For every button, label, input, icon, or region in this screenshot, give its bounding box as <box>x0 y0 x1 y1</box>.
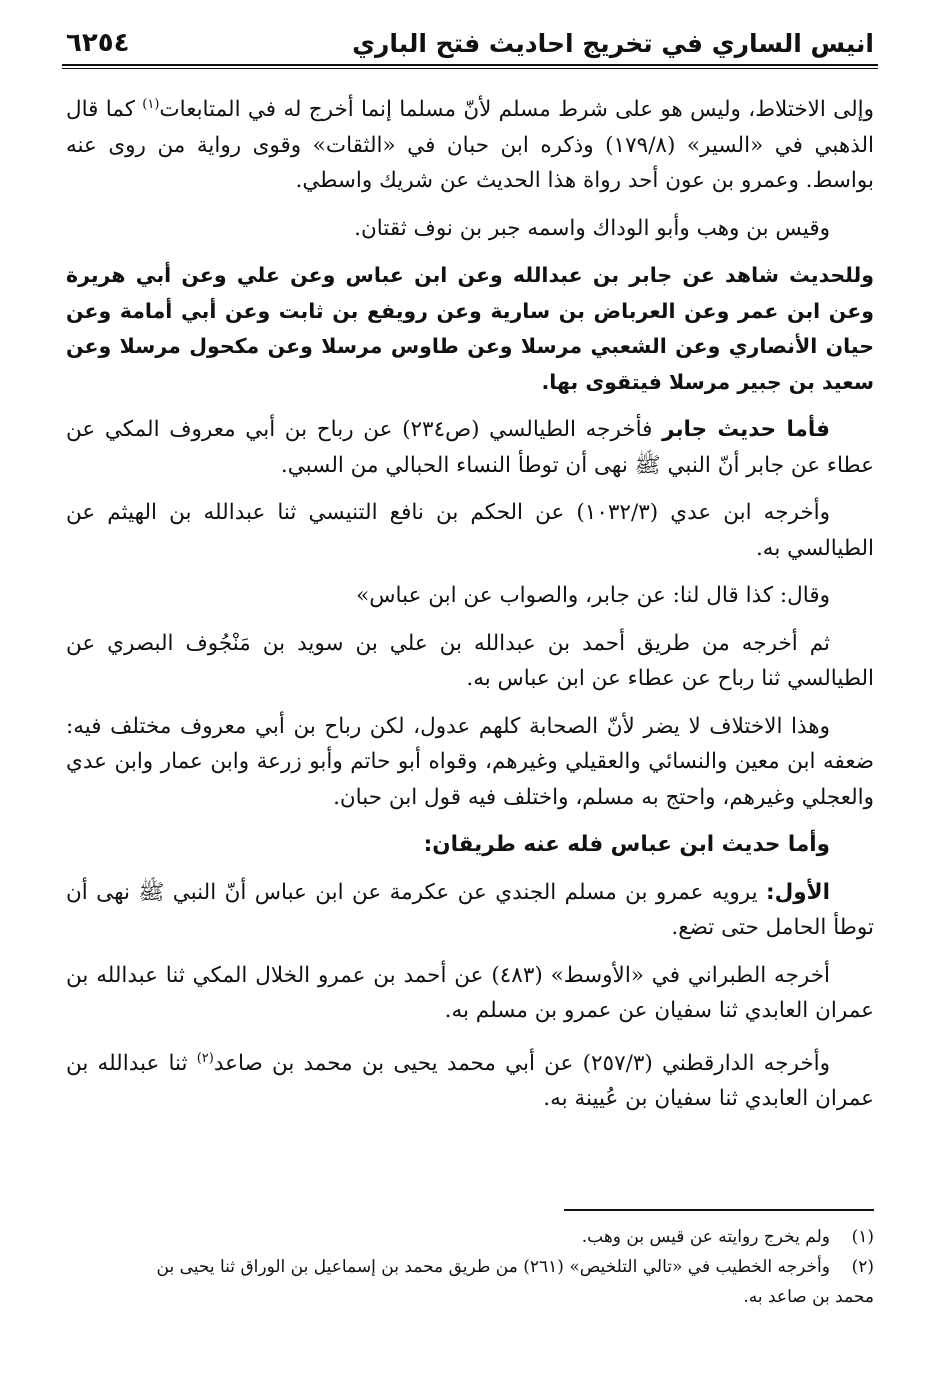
main-text <box>66 87 874 1117</box>
paragraph-11: أخرجه الطبراني في «الأوسط» (٤٨٣) عن أحمد بن عمرو الخلال المكي ثنا عبدالله بن عمران العابدي ثنا سفيان عن عمرو بن مسلم به. <box>66 962 874 1024</box>
paragraph-5: وأخرجه ابن عدي (١٠٣٢/٣) عن الحكم بن نافع التنيسي ثنا عبدالله بن الهيثم عن الطيالسي به. <box>66 500 874 561</box>
paragraph-4-heading: فأما حديث جابر <box>662 417 830 443</box>
paragraph-1-text: وإلى الاختلاط، وليس هو على شرط مسلم لأنّ مسلما إنما أخرج له في المتابعات <box>159 97 874 123</box>
paragraph-12-text: وأخرجه الدارقطني (٢٥٧/٣) عن أبي محمد يحيى بن محمد بن صاعد <box>213 1050 830 1076</box>
footnote-2-text: وأخرجه الخطيب في «تالي التلخيص» (٢٦١) من طريق محمد بن إسماعيل بن الوراق ثنا يحيى بن <box>156 1257 830 1277</box>
header-rule <box>62 68 878 69</box>
paragraph-6: وقال: كذا قال لنا: عن جابر، والصواب عن ابن عباس» <box>356 583 830 609</box>
paragraph-4 <box>66 412 874 483</box>
footnote-1-text: ولم يخرج روايته عن قيس بن وهب. <box>581 1227 830 1247</box>
footnotes <box>66 1222 874 1312</box>
footnote-separator <box>564 1209 874 1211</box>
paragraph-1-text-cont: كما قال الذهبي في «السير» (١٧٩/٨) وذكره ابن حبان في «الثقات» وقوى رواية من روى عنه بواسط. وعمرو بن عون أحد رواة هذا الحديث عن شريك واسطي. <box>66 97 874 194</box>
running-header <box>62 28 878 66</box>
footnote-ref-1: (١) <box>142 97 160 112</box>
paragraph-2: وقيس بن وهب وأبو الوداك واسمه جبر بن نوف ثقتان. <box>354 215 830 241</box>
paragraph-8: وهذا الاختلاف لا يضر لأنّ الصحابة كلهم عدول، لكن رباح بن أبي معروف مختلف فيه: ضعفه ابن معين والنسائي والعقيلي وغيرهم، وقواه أبو حاتم وأبو زرعة وابن عمار وابن عدي والعجلي وغيرهم، واحتج به مسلم، واختلف فيه قول ابن حبان. <box>66 713 874 810</box>
paragraph-7: ثم أخرجه من طريق أحمد بن عبدالله بن علي بن سويد بن مَنْجُوف البصري عن الطيالسي ثنا رباح عن عطاء عن ابن عباس به. <box>66 630 874 692</box>
footnote-2 <box>66 1252 874 1282</box>
paragraph-3-bold: وللحديث شاهد عن جابر بن عبدالله وعن ابن عباس وعن علي وعن أبي هريرة وعن ابن عمر وعن العرباض بن سارية وعن رويفع بن ثابت وعن أبي أمامة وعن حيان الأنصاري وعن الشعبي مرسلا وعن طاوس مرسلا وعن مكحول مرسلا وعن سعيد بن جبير مرسلا فيتقوى بها. <box>66 263 874 394</box>
footnote-2-text-cont: محمد بن صاعد به. <box>743 1287 874 1307</box>
footnote-2-number: (٢) <box>851 1257 874 1277</box>
paragraph-12 <box>66 1041 874 1117</box>
paragraph-12-text-cont: ثنا عبدالله بن عمران العابدي ثنا سفيان بن عُيينة به. <box>66 1050 874 1112</box>
footnote-1-number: (١) <box>851 1227 874 1247</box>
footnote-ref-2: (٢) <box>196 1050 214 1066</box>
paragraph-1 <box>66 87 874 199</box>
paragraph-10-text: يرويه عمرو بن مسلم الجندي عن عكرمة عن ابن عباس أنّ النبي ﷺ نهى أن توطأ الحامل حتى تضع. <box>66 879 874 941</box>
paragraph-10-heading: الأول: <box>766 879 830 905</box>
paragraph-9-heading: وأما حديث ابن عباس فله عنه طريقان: <box>423 832 830 858</box>
page-number: ٦٢٥٤ <box>66 28 130 58</box>
footnote-1 <box>66 1222 874 1252</box>
header-title: انيس الساري في تخريج احاديث فتح الباري <box>352 29 874 58</box>
paragraph-4-text: فأخرجه الطيالسي (ص٢٣٤) عن رباح بن أبي معروف المكي عن عطاء عن جابر أنّ النبي ﷺ نهى أن توطأ النساء الحبالي من السبي. <box>66 417 874 478</box>
paragraph-10 <box>66 875 874 946</box>
